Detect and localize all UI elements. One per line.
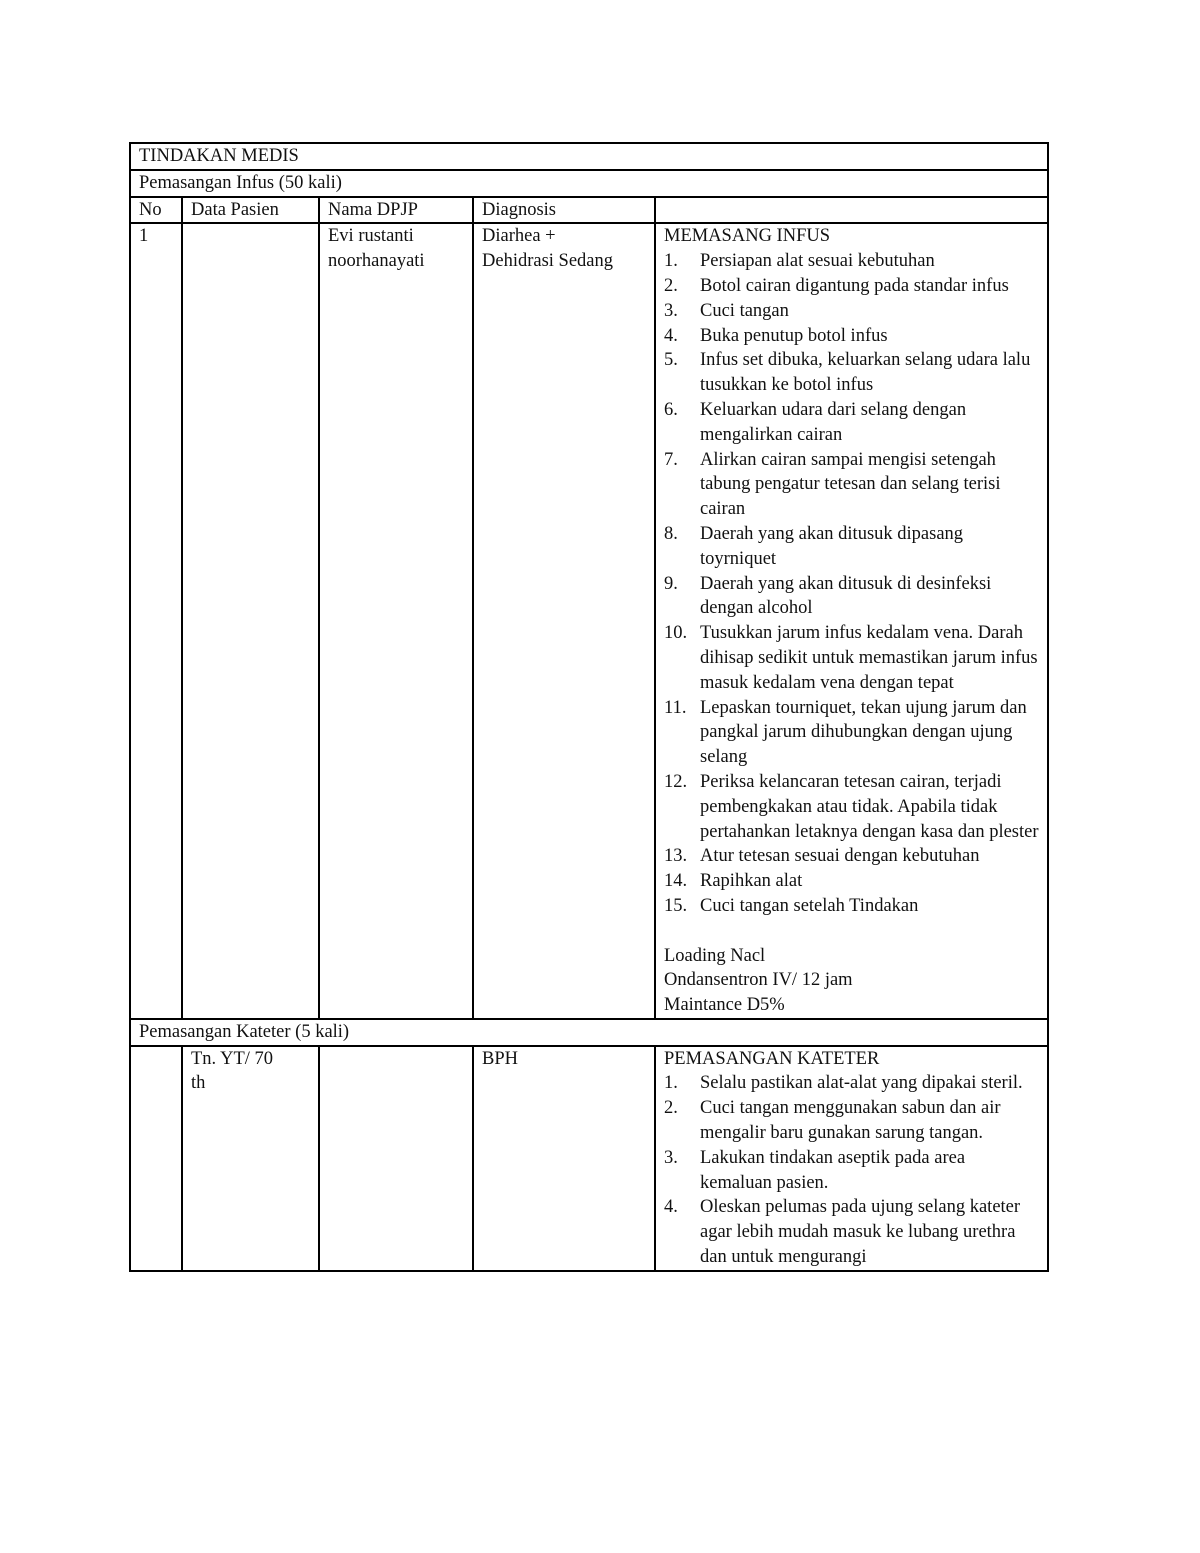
infus-step-number: 5. <box>664 350 678 371</box>
kateter-section-heading: Pemasangan Kateter (5 kali) <box>130 1019 1048 1046</box>
kateter-step-text: Lakukan tindakan aseptik pada area kemaluan pasien. <box>700 1147 966 1193</box>
kateter-data-pasien-line2: th <box>191 1073 206 1094</box>
kateter-step <box>664 1096 1039 1146</box>
infus-diagnosis-line1: Diarhea + <box>482 226 556 247</box>
infus-step <box>664 770 1039 844</box>
infus-step <box>664 696 1039 770</box>
infus-step-text: Persiapan alat sesuai kebutuhan <box>700 251 935 272</box>
infus-step-number: 1. <box>664 251 678 272</box>
infus-step-text: Cuci tangan setelah Tindakan <box>700 895 919 916</box>
kateter-step-number: 1. <box>664 1073 678 1094</box>
infus-steps-list <box>664 249 1039 919</box>
kateter-diagnosis: BPH <box>473 1046 655 1271</box>
column-header-row <box>130 197 1048 224</box>
infus-data-row <box>130 223 1048 1019</box>
col-header-no: No <box>130 197 182 224</box>
kateter-step-number: 3. <box>664 1147 678 1168</box>
infus-procedure-title: MEMASANG INFUS <box>664 226 831 247</box>
infus-step-number: 14. <box>664 871 688 892</box>
infus-step-number: 8. <box>664 523 678 544</box>
kateter-section-row <box>130 1019 1048 1046</box>
infus-step-number: 3. <box>664 300 678 321</box>
infus-note: Loading Nacl <box>664 945 766 966</box>
infus-note: Ondansentron IV/ 12 jam <box>664 970 853 991</box>
infus-dpjp <box>319 223 473 1019</box>
infus-no: 1 <box>130 223 182 1019</box>
infus-step <box>664 894 1039 919</box>
kateter-step-text: Oleskan pelumas pada ujung selang kateter agar lebih mudah masuk ke lubang urethra dan untuk mengurangi <box>700 1197 1021 1268</box>
col-header-data-pasien: Data Pasien <box>182 197 319 224</box>
infus-step <box>664 522 1039 572</box>
kateter-no <box>130 1046 182 1271</box>
kateter-step-number: 2. <box>664 1098 678 1119</box>
infus-step-text: Buka penutup botol infus <box>700 325 888 346</box>
kateter-dpjp <box>319 1046 473 1271</box>
infus-step-number: 12. <box>664 771 688 792</box>
infus-step-text: Tusukkan jarum infus kedalam vena. Darah dihisap sedikit untuk memastikan jarum infus masuk kedalam vena dengan tepat <box>700 623 1038 693</box>
kateter-step-text: Selalu pastikan alat-alat yang dipakai steril. <box>700 1073 1023 1094</box>
kateter-data-pasien <box>182 1046 319 1271</box>
infus-step <box>664 324 1039 349</box>
infus-step-text: Infus set dibuka, keluarkan selang udara lalu tusukkan ke botol infus <box>700 350 1031 396</box>
infus-step-text: Atur tetesan sesuai dengan kebutuhan <box>700 846 980 867</box>
infus-step-text: Lepaskan tourniquet, tekan ujung jarum dan pangkal jarum dihubungkan dengan ujung selang <box>700 697 1027 768</box>
kateter-step <box>664 1195 1039 1269</box>
infus-step <box>664 448 1039 522</box>
infus-procedure <box>655 223 1048 1019</box>
infus-section-heading: Pemasangan Infus (50 kali) <box>130 170 1048 197</box>
col-header-nama-dpjp: Nama DPJP <box>319 197 473 224</box>
infus-diagnosis <box>473 223 655 1019</box>
infus-note: Maintance D5% <box>664 995 785 1016</box>
kateter-step-text: Cuci tangan menggunakan sabun dan air mengalir baru gunakan sarung tangan. <box>700 1098 1001 1144</box>
infus-step-text: Alirkan cairan sampai mengisi setengah tabung pengatur tetesan dan selang terisi cairan <box>700 449 1001 520</box>
infus-dpjp-line1: Evi rustanti <box>328 226 414 247</box>
kateter-data-row <box>130 1046 1048 1271</box>
infus-step-number: 11. <box>664 697 687 718</box>
infus-step-number: 4. <box>664 325 678 346</box>
kateter-procedure-title: PEMASANGAN KATETER <box>664 1048 880 1069</box>
infus-step <box>664 572 1039 622</box>
infus-step-text: Daerah yang akan ditusuk dipasang toyrniquet <box>700 523 964 569</box>
infus-step-text: Keluarkan udara dari selang dengan mengalirkan cairan <box>700 399 967 445</box>
infus-step-number: 15. <box>664 895 688 916</box>
kateter-step <box>664 1146 1039 1196</box>
infus-step-number: 13. <box>664 846 688 867</box>
infus-step <box>664 299 1039 324</box>
infus-step <box>664 274 1039 299</box>
infus-step <box>664 621 1039 695</box>
col-header-blank <box>655 197 1048 224</box>
kateter-data-pasien-line1: Tn. YT/ 70 <box>191 1048 274 1069</box>
infus-step-number: 2. <box>664 275 678 296</box>
infus-step <box>664 348 1039 398</box>
infus-dpjp-line2: noorhanayati <box>328 251 425 272</box>
infus-step-text: Rapihkan alat <box>700 871 803 892</box>
infus-step <box>664 398 1039 448</box>
infus-step-text: Daerah yang akan ditusuk di desinfeksi dengan alcohol <box>700 573 992 619</box>
infus-section-row <box>130 170 1048 197</box>
infus-step <box>664 249 1039 274</box>
infus-step-number: 9. <box>664 573 678 594</box>
col-header-diagnosis: Diagnosis <box>473 197 655 224</box>
infus-step <box>664 844 1039 869</box>
infus-step-number: 6. <box>664 399 678 420</box>
infus-data-pasien <box>182 223 319 1019</box>
kateter-step <box>664 1071 1039 1096</box>
infus-step-number: 10. <box>664 623 688 644</box>
infus-step-text: Cuci tangan <box>700 300 789 321</box>
table-title: TINDAKAN MEDIS <box>130 143 1048 170</box>
infus-diagnosis-line2: Dehidrasi Sedang <box>482 251 614 272</box>
infus-step <box>664 869 1039 894</box>
infus-step-number: 7. <box>664 449 678 470</box>
infus-notes <box>664 944 1039 1018</box>
kateter-steps-list <box>664 1071 1039 1269</box>
infus-step-text: Periksa kelancaran tetesan cairan, terjadi pembengkakan atau tidak. Apabila tidak pertahankan letaknya dengan kasa dan plester <box>700 771 1039 842</box>
kateter-step-number: 4. <box>664 1197 678 1218</box>
infus-step-text: Botol cairan digantung pada standar infus <box>700 275 1009 296</box>
title-row <box>130 143 1048 170</box>
medical-procedures-table <box>129 142 1049 1272</box>
kateter-procedure <box>655 1046 1048 1271</box>
